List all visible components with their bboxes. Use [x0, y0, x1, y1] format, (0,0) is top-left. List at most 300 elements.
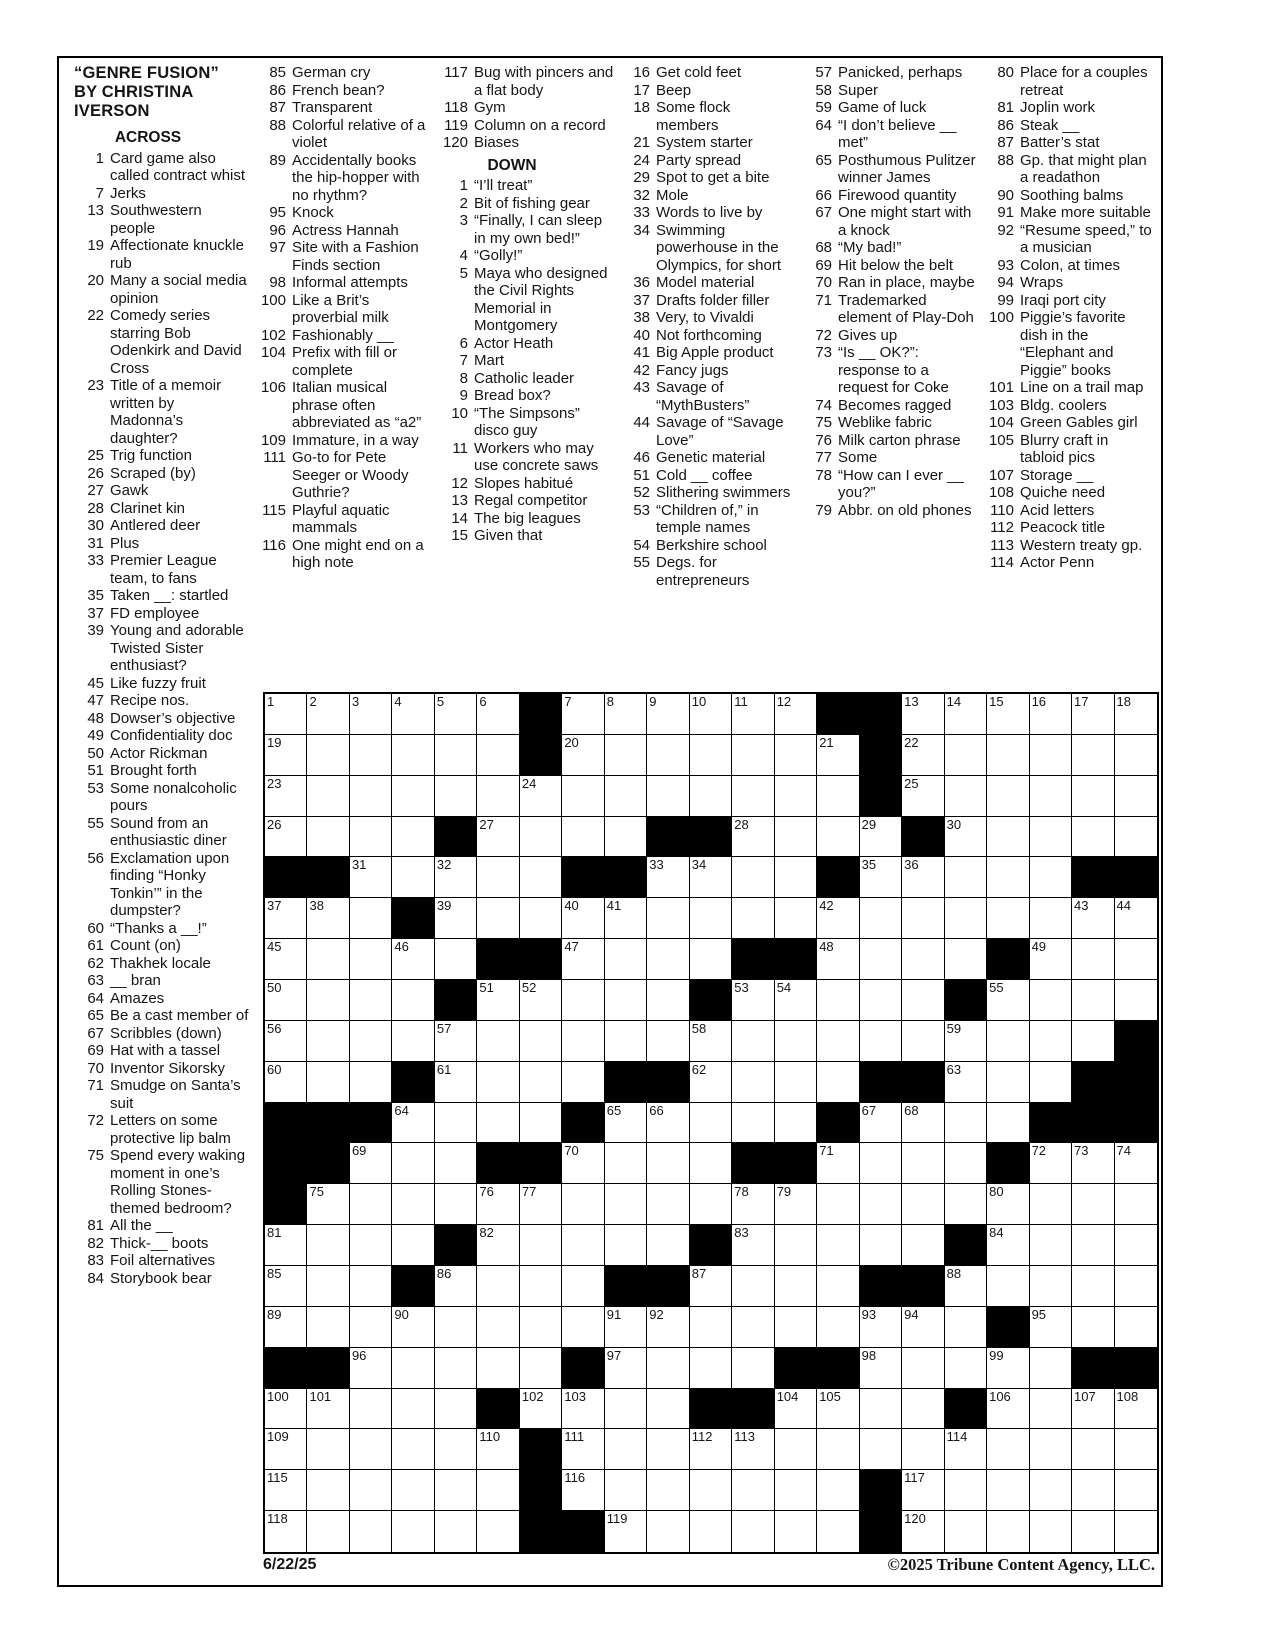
grid-cell[interactable]: [265, 1307, 307, 1348]
grid-cell[interactable]: [775, 1307, 817, 1348]
grid-cell[interactable]: [392, 694, 434, 735]
grid-cell[interactable]: [1030, 776, 1072, 817]
grid-cell[interactable]: [520, 1184, 562, 1225]
grid-cell[interactable]: [392, 1470, 434, 1511]
grid-cell[interactable]: [1115, 1184, 1157, 1225]
grid-cell[interactable]: [1030, 980, 1072, 1021]
grid-cell[interactable]: [435, 898, 477, 939]
grid-cell[interactable]: [477, 1021, 519, 1062]
grid-cell[interactable]: [392, 1225, 434, 1266]
grid-cell[interactable]: [647, 898, 689, 939]
grid-cell[interactable]: [647, 1307, 689, 1348]
grid-cell[interactable]: [775, 735, 817, 776]
grid-cell[interactable]: [775, 1470, 817, 1511]
grid-cell[interactable]: [1115, 776, 1157, 817]
grid-cell[interactable]: [945, 1307, 987, 1348]
grid-cell[interactable]: [987, 857, 1029, 898]
grid-cell[interactable]: [1072, 1307, 1114, 1348]
grid-cell[interactable]: [1115, 735, 1157, 776]
grid-cell[interactable]: [307, 1307, 349, 1348]
grid-cell[interactable]: [520, 980, 562, 1021]
grid-cell[interactable]: [902, 898, 944, 939]
grid-cell[interactable]: [265, 735, 307, 776]
grid-cell[interactable]: [520, 1225, 562, 1266]
grid-cell[interactable]: [520, 857, 562, 898]
grid-cell[interactable]: [562, 1225, 604, 1266]
grid-cell[interactable]: [1115, 1143, 1157, 1184]
grid-cell[interactable]: [775, 1225, 817, 1266]
grid-cell[interactable]: [902, 694, 944, 735]
grid-cell[interactable]: [477, 776, 519, 817]
grid-cell[interactable]: [605, 1511, 647, 1552]
grid-cell[interactable]: [520, 1266, 562, 1307]
grid-cell[interactable]: [732, 857, 774, 898]
grid-cell[interactable]: [690, 898, 732, 939]
grid-cell[interactable]: [605, 776, 647, 817]
grid-cell[interactable]: [860, 1225, 902, 1266]
grid-cell[interactable]: [265, 1429, 307, 1470]
grid-cell[interactable]: [690, 1021, 732, 1062]
grid-cell[interactable]: [392, 1021, 434, 1062]
grid-cell[interactable]: [775, 857, 817, 898]
grid-cell[interactable]: [350, 1021, 392, 1062]
grid-cell[interactable]: [860, 817, 902, 858]
grid-cell[interactable]: [1115, 1511, 1157, 1552]
grid-cell[interactable]: [435, 857, 477, 898]
grid-cell[interactable]: [477, 1062, 519, 1103]
grid-cell[interactable]: [987, 1021, 1029, 1062]
grid-cell[interactable]: [647, 694, 689, 735]
grid-cell[interactable]: [435, 1021, 477, 1062]
grid-cell[interactable]: [1115, 817, 1157, 858]
grid-cell[interactable]: [435, 939, 477, 980]
grid-cell[interactable]: [817, 1429, 859, 1470]
grid-cell[interactable]: [775, 1021, 817, 1062]
grid-cell[interactable]: [605, 1103, 647, 1144]
grid-cell[interactable]: [817, 1389, 859, 1430]
grid-cell[interactable]: [987, 1062, 1029, 1103]
grid-cell[interactable]: [350, 939, 392, 980]
grid-cell[interactable]: [647, 1143, 689, 1184]
grid-cell[interactable]: [477, 1348, 519, 1389]
grid-cell[interactable]: [392, 735, 434, 776]
grid-cell[interactable]: [350, 1143, 392, 1184]
grid-cell[interactable]: [732, 980, 774, 1021]
grid-cell[interactable]: [350, 1389, 392, 1430]
grid-cell[interactable]: [605, 1307, 647, 1348]
grid-cell[interactable]: [817, 939, 859, 980]
grid-cell[interactable]: [732, 1348, 774, 1389]
grid-cell[interactable]: [987, 1184, 1029, 1225]
grid-cell[interactable]: [265, 1470, 307, 1511]
grid-cell[interactable]: [562, 1266, 604, 1307]
grid-cell[interactable]: [1072, 694, 1114, 735]
grid-cell[interactable]: [647, 735, 689, 776]
grid-cell[interactable]: [1115, 1429, 1157, 1470]
grid-cell[interactable]: [987, 735, 1029, 776]
grid-cell[interactable]: [1030, 1470, 1072, 1511]
grid-cell[interactable]: [690, 694, 732, 735]
grid-cell[interactable]: [350, 694, 392, 735]
grid-cell[interactable]: [520, 1389, 562, 1430]
grid-cell[interactable]: [392, 1184, 434, 1225]
grid-cell[interactable]: [562, 980, 604, 1021]
grid-cell[interactable]: [265, 694, 307, 735]
grid-cell[interactable]: [690, 1143, 732, 1184]
grid-cell[interactable]: [307, 980, 349, 1021]
grid-cell[interactable]: [350, 735, 392, 776]
grid-cell[interactable]: [945, 1511, 987, 1552]
grid-cell[interactable]: [562, 939, 604, 980]
grid-cell[interactable]: [987, 898, 1029, 939]
grid-cell[interactable]: [435, 1184, 477, 1225]
grid-cell[interactable]: [902, 735, 944, 776]
grid-cell[interactable]: [690, 1470, 732, 1511]
grid-cell[interactable]: [392, 1389, 434, 1430]
grid-cell[interactable]: [817, 1266, 859, 1307]
grid-cell[interactable]: [945, 776, 987, 817]
grid-cell[interactable]: [860, 1021, 902, 1062]
grid-cell[interactable]: [392, 1103, 434, 1144]
grid-cell[interactable]: [392, 817, 434, 858]
grid-cell[interactable]: [520, 817, 562, 858]
grid-cell[interactable]: [690, 1348, 732, 1389]
grid-cell[interactable]: [902, 1348, 944, 1389]
grid-cell[interactable]: [562, 1470, 604, 1511]
grid-cell[interactable]: [987, 1429, 1029, 1470]
grid-cell[interactable]: [350, 1348, 392, 1389]
grid-cell[interactable]: [1072, 776, 1114, 817]
grid-cell[interactable]: [307, 1225, 349, 1266]
grid-cell[interactable]: [987, 1103, 1029, 1144]
grid-cell[interactable]: [775, 1511, 817, 1552]
grid-cell[interactable]: [435, 735, 477, 776]
grid-cell[interactable]: [775, 980, 817, 1021]
grid-cell[interactable]: [350, 857, 392, 898]
grid-cell[interactable]: [265, 1021, 307, 1062]
grid-cell[interactable]: [690, 857, 732, 898]
grid-cell[interactable]: [307, 1511, 349, 1552]
grid-cell[interactable]: [860, 1143, 902, 1184]
grid-cell[interactable]: [605, 735, 647, 776]
grid-cell[interactable]: [265, 898, 307, 939]
grid-cell[interactable]: [945, 857, 987, 898]
grid-cell[interactable]: [435, 694, 477, 735]
grid-cell[interactable]: [860, 1429, 902, 1470]
grid-cell[interactable]: [945, 1348, 987, 1389]
grid-cell[interactable]: [775, 1062, 817, 1103]
grid-cell[interactable]: [562, 1307, 604, 1348]
grid-cell[interactable]: [477, 735, 519, 776]
grid-cell[interactable]: [1115, 898, 1157, 939]
grid-cell[interactable]: [945, 694, 987, 735]
grid-cell[interactable]: [350, 776, 392, 817]
grid-cell[interactable]: [902, 1143, 944, 1184]
grid-cell[interactable]: [945, 1470, 987, 1511]
grid-cell[interactable]: [562, 817, 604, 858]
grid-cell[interactable]: [902, 980, 944, 1021]
grid-cell[interactable]: [307, 1021, 349, 1062]
grid-cell[interactable]: [775, 817, 817, 858]
grid-cell[interactable]: [562, 735, 604, 776]
grid-cell[interactable]: [690, 939, 732, 980]
grid-cell[interactable]: [392, 776, 434, 817]
grid-cell[interactable]: [1115, 1225, 1157, 1266]
grid-cell[interactable]: [435, 1348, 477, 1389]
grid-cell[interactable]: [902, 1184, 944, 1225]
grid-cell[interactable]: [605, 1143, 647, 1184]
grid-cell[interactable]: [477, 1429, 519, 1470]
grid-cell[interactable]: [860, 1184, 902, 1225]
grid-cell[interactable]: [732, 694, 774, 735]
grid-cell[interactable]: [307, 939, 349, 980]
grid-cell[interactable]: [1030, 1511, 1072, 1552]
grid-cell[interactable]: [902, 1103, 944, 1144]
grid-cell[interactable]: [1115, 1307, 1157, 1348]
grid-cell[interactable]: [392, 939, 434, 980]
grid-cell[interactable]: [690, 1307, 732, 1348]
grid-cell[interactable]: [392, 1307, 434, 1348]
grid-cell[interactable]: [562, 1021, 604, 1062]
grid-cell[interactable]: [945, 1184, 987, 1225]
grid-cell[interactable]: [1072, 980, 1114, 1021]
grid-cell[interactable]: [1072, 1429, 1114, 1470]
grid-cell[interactable]: [902, 1511, 944, 1552]
grid-cell[interactable]: [265, 1225, 307, 1266]
grid-cell[interactable]: [392, 857, 434, 898]
grid-cell[interactable]: [647, 776, 689, 817]
grid-cell[interactable]: [307, 817, 349, 858]
grid-cell[interactable]: [1030, 735, 1072, 776]
grid-cell[interactable]: [860, 939, 902, 980]
grid-cell[interactable]: [605, 817, 647, 858]
grid-cell[interactable]: [647, 1429, 689, 1470]
grid-cell[interactable]: [435, 1103, 477, 1144]
grid-cell[interactable]: [775, 1266, 817, 1307]
grid-cell[interactable]: [647, 1348, 689, 1389]
grid-cell[interactable]: [350, 1470, 392, 1511]
grid-cell[interactable]: [605, 980, 647, 1021]
grid-cell[interactable]: [1115, 1389, 1157, 1430]
grid-cell[interactable]: [945, 1143, 987, 1184]
grid-cell[interactable]: [350, 1266, 392, 1307]
grid-cell[interactable]: [477, 1266, 519, 1307]
grid-cell[interactable]: [307, 776, 349, 817]
grid-cell[interactable]: [1115, 939, 1157, 980]
grid-cell[interactable]: [1072, 898, 1114, 939]
grid-cell[interactable]: [1072, 1021, 1114, 1062]
grid-cell[interactable]: [605, 1389, 647, 1430]
grid-cell[interactable]: [605, 1021, 647, 1062]
grid-cell[interactable]: [265, 939, 307, 980]
grid-cell[interactable]: [562, 898, 604, 939]
grid-cell[interactable]: [1030, 898, 1072, 939]
grid-cell[interactable]: [860, 1389, 902, 1430]
grid-cell[interactable]: [987, 817, 1029, 858]
grid-cell[interactable]: [1030, 817, 1072, 858]
grid-cell[interactable]: [945, 939, 987, 980]
grid-cell[interactable]: [647, 1225, 689, 1266]
grid-cell[interactable]: [520, 898, 562, 939]
grid-cell[interactable]: [520, 1103, 562, 1144]
grid-cell[interactable]: [307, 1470, 349, 1511]
grid-cell[interactable]: [860, 980, 902, 1021]
grid-cell[interactable]: [435, 1307, 477, 1348]
grid-cell[interactable]: [520, 1307, 562, 1348]
grid-cell[interactable]: [987, 1348, 1029, 1389]
grid-cell[interactable]: [860, 898, 902, 939]
grid-cell[interactable]: [1030, 1429, 1072, 1470]
grid-cell[interactable]: [477, 1184, 519, 1225]
grid-cell[interactable]: [775, 694, 817, 735]
grid-cell[interactable]: [477, 980, 519, 1021]
grid-cell[interactable]: [817, 1021, 859, 1062]
grid-cell[interactable]: [732, 1184, 774, 1225]
grid-cell[interactable]: [647, 1103, 689, 1144]
grid-cell[interactable]: [265, 1062, 307, 1103]
grid-cell[interactable]: [647, 1389, 689, 1430]
grid-cell[interactable]: [350, 1511, 392, 1552]
grid-cell[interactable]: [477, 694, 519, 735]
grid-cell[interactable]: [775, 1103, 817, 1144]
grid-cell[interactable]: [307, 1184, 349, 1225]
grid-cell[interactable]: [435, 1470, 477, 1511]
grid-cell[interactable]: [945, 898, 987, 939]
grid-cell[interactable]: [902, 939, 944, 980]
grid-cell[interactable]: [1072, 1143, 1114, 1184]
grid-cell[interactable]: [647, 1021, 689, 1062]
grid-cell[interactable]: [307, 1266, 349, 1307]
grid-cell[interactable]: [435, 1389, 477, 1430]
grid-cell[interactable]: [350, 980, 392, 1021]
grid-cell[interactable]: [690, 735, 732, 776]
grid-cell[interactable]: [1072, 817, 1114, 858]
grid-cell[interactable]: [392, 1511, 434, 1552]
grid-cell[interactable]: [562, 1429, 604, 1470]
grid-cell[interactable]: [902, 1429, 944, 1470]
grid-cell[interactable]: [987, 1511, 1029, 1552]
grid-cell[interactable]: [1072, 1184, 1114, 1225]
grid-cell[interactable]: [987, 1225, 1029, 1266]
grid-cell[interactable]: [1115, 980, 1157, 1021]
grid-cell[interactable]: [1072, 1470, 1114, 1511]
grid-cell[interactable]: [987, 980, 1029, 1021]
grid-cell[interactable]: [350, 817, 392, 858]
grid-cell[interactable]: [1030, 1225, 1072, 1266]
grid-cell[interactable]: [307, 1429, 349, 1470]
grid-cell[interactable]: [732, 898, 774, 939]
grid-cell[interactable]: [647, 939, 689, 980]
grid-cell[interactable]: [435, 1511, 477, 1552]
grid-cell[interactable]: [605, 939, 647, 980]
grid-cell[interactable]: [732, 1062, 774, 1103]
grid-cell[interactable]: [817, 817, 859, 858]
grid-cell[interactable]: [435, 776, 477, 817]
grid-cell[interactable]: [987, 1470, 1029, 1511]
grid-cell[interactable]: [732, 735, 774, 776]
grid-cell[interactable]: [605, 898, 647, 939]
grid-cell[interactable]: [520, 1021, 562, 1062]
grid-cell[interactable]: [435, 1429, 477, 1470]
grid-cell[interactable]: [477, 817, 519, 858]
grid-cell[interactable]: [817, 1225, 859, 1266]
grid-cell[interactable]: [817, 776, 859, 817]
grid-cell[interactable]: [605, 1184, 647, 1225]
grid-cell[interactable]: [265, 1266, 307, 1307]
grid-cell[interactable]: [1115, 1266, 1157, 1307]
grid-cell[interactable]: [520, 1348, 562, 1389]
grid-cell[interactable]: [732, 1021, 774, 1062]
grid-cell[interactable]: [307, 694, 349, 735]
grid-cell[interactable]: [817, 1184, 859, 1225]
grid-cell[interactable]: [945, 1103, 987, 1144]
grid-cell[interactable]: [817, 1062, 859, 1103]
grid-cell[interactable]: [520, 776, 562, 817]
grid-cell[interactable]: [945, 1266, 987, 1307]
grid-cell[interactable]: [902, 1389, 944, 1430]
grid-cell[interactable]: [307, 898, 349, 939]
grid-cell[interactable]: [1030, 1348, 1072, 1389]
grid-cell[interactable]: [1072, 735, 1114, 776]
grid-cell[interactable]: [647, 1470, 689, 1511]
grid-cell[interactable]: [307, 735, 349, 776]
grid-cell[interactable]: [817, 1143, 859, 1184]
grid-cell[interactable]: [1030, 1307, 1072, 1348]
grid-cell[interactable]: [1115, 1470, 1157, 1511]
grid-cell[interactable]: [902, 1021, 944, 1062]
grid-cell[interactable]: [647, 980, 689, 1021]
grid-cell[interactable]: [732, 1266, 774, 1307]
grid-cell[interactable]: [775, 1389, 817, 1430]
grid-cell[interactable]: [350, 1307, 392, 1348]
grid-cell[interactable]: [265, 980, 307, 1021]
grid-cell[interactable]: [902, 1307, 944, 1348]
grid-cell[interactable]: [902, 1225, 944, 1266]
grid-cell[interactable]: [775, 898, 817, 939]
grid-cell[interactable]: [265, 817, 307, 858]
grid-cell[interactable]: [860, 1103, 902, 1144]
grid-cell[interactable]: [1030, 857, 1072, 898]
grid-cell[interactable]: [732, 1225, 774, 1266]
grid-cell[interactable]: [860, 1307, 902, 1348]
grid-cell[interactable]: [392, 980, 434, 1021]
grid-cell[interactable]: [775, 776, 817, 817]
grid-cell[interactable]: [1030, 694, 1072, 735]
grid-cell[interactable]: [307, 1062, 349, 1103]
grid-cell[interactable]: [477, 1511, 519, 1552]
grid-cell[interactable]: [1072, 1225, 1114, 1266]
grid-cell[interactable]: [605, 1348, 647, 1389]
grid-cell[interactable]: [435, 1143, 477, 1184]
grid-cell[interactable]: [477, 898, 519, 939]
grid-cell[interactable]: [1072, 939, 1114, 980]
grid-cell[interactable]: [1072, 1389, 1114, 1430]
grid-cell[interactable]: [945, 1429, 987, 1470]
grid-cell[interactable]: [1030, 1184, 1072, 1225]
grid-cell[interactable]: [647, 1184, 689, 1225]
grid-cell[interactable]: [987, 694, 1029, 735]
grid-cell[interactable]: [1115, 694, 1157, 735]
grid-cell[interactable]: [732, 776, 774, 817]
grid-cell[interactable]: [605, 694, 647, 735]
grid-cell[interactable]: [605, 1225, 647, 1266]
grid-cell[interactable]: [350, 1184, 392, 1225]
grid-cell[interactable]: [945, 817, 987, 858]
grid-cell[interactable]: [477, 1103, 519, 1144]
grid-cell[interactable]: [562, 1184, 604, 1225]
grid-cell[interactable]: [562, 1143, 604, 1184]
grid-cell[interactable]: [817, 980, 859, 1021]
